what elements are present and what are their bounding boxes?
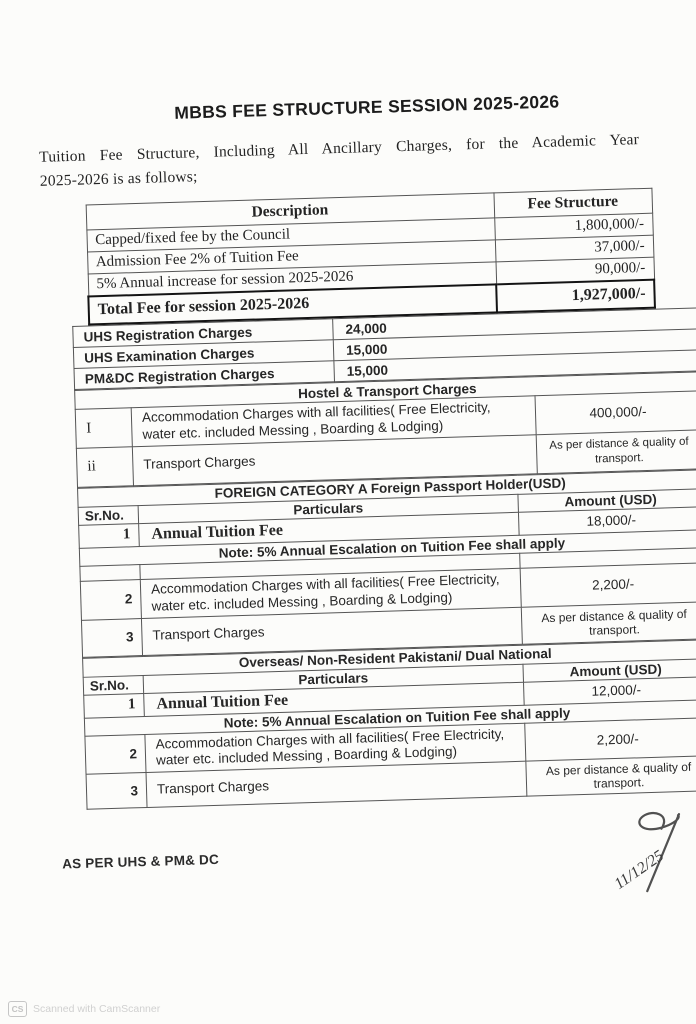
tuition-fee-label: Annual Tuition Fee	[139, 512, 520, 546]
row-number: 3	[81, 618, 142, 657]
overseas-table	[82, 639, 696, 810]
particulars-column-header: Particulars	[143, 664, 523, 693]
sr-no-column-header: Sr.No.	[78, 505, 139, 525]
amount-usd-column-header: Amount (USD)	[523, 658, 696, 681]
row-number: I	[75, 408, 132, 448]
tuition-fee-amount: 12,000/-	[523, 676, 696, 704]
signature-date: 11/12/25	[611, 847, 668, 893]
description-column-header: Description	[86, 193, 495, 230]
total-fee-amount: 1,927,000/-	[496, 280, 655, 313]
footer-note: AS PER UHS & PM& DC	[61, 852, 220, 872]
hostel-description: Accommodation Charges with all facilities( Free Electricity, water etc. included Messing , Boarding & Lodging)	[131, 396, 536, 447]
hostel-transport-section-title: Hostel & Transport Charges	[75, 372, 696, 410]
sr-no-column-header: Sr.No.	[83, 675, 144, 695]
accommodation-amount: 2,200/-	[520, 563, 696, 607]
foreign-category-table	[77, 469, 696, 657]
tuition-fee-amount: 18,000/-	[518, 507, 696, 535]
document-sheet	[38, 88, 696, 893]
fee-amount: 1,800,000/-	[494, 213, 653, 240]
charge-description: PM&DC Registration Charges	[74, 361, 335, 390]
intro-paragraph	[39, 128, 640, 194]
hostel-transport-table	[74, 371, 696, 487]
charge-description: UHS Registration Charges	[73, 319, 334, 348]
transport-description: Transport Charges	[146, 761, 527, 807]
accommodation-description: Accommodation Charges with all facilities( Free Electricity, water etc. included Messing , Boarding & Lodging)	[140, 568, 521, 618]
fee-description: Capped/fixed fee by the Council	[86, 218, 494, 252]
escalation-note: Note: 5% Annual Escalation on Tuition Fee shall apply	[84, 699, 696, 736]
fee-description: Admission Fee 2% of Tuition Fee	[87, 240, 495, 274]
hostel-amount: As per distance & quality of transport.	[536, 430, 696, 474]
accommodation-amount: 2,200/-	[525, 717, 696, 761]
foreign-category-section-title: FOREIGN CATEGORY A Foreign Passport Holder(USD)	[78, 470, 696, 508]
amount-usd-column-header: Amount (USD)	[518, 489, 696, 512]
particulars-column-header: Particulars	[138, 494, 518, 523]
fee-amount: 90,000/-	[496, 257, 655, 284]
row-number: ii	[76, 447, 133, 488]
fee-description: 5% Annual increase for session 2025-2026	[88, 262, 496, 297]
row-number: 1	[79, 523, 140, 548]
charge-description: UHS Examination Charges	[73, 340, 334, 369]
intro-line-2: 2025-2026 is as follows;	[39, 168, 198, 190]
hostel-amount: 400,000/-	[535, 391, 696, 435]
accommodation-description: Accommodation Charges with all facilities( Free Electricity, water etc. included Messing , Boarding & Lodging)	[145, 723, 526, 773]
transport-description: Transport Charges	[141, 607, 522, 655]
charge-amount: 15,000	[333, 329, 696, 361]
fee-structure-column-header: Fee Structure	[493, 188, 652, 218]
row-number: 2	[85, 734, 146, 775]
overseas-section-title: Overseas/ Non-Resident Pakistani/ Dual National	[83, 639, 696, 677]
tuition-fee-label: Annual Tuition Fee	[144, 682, 525, 716]
camscanner-icon: CS	[8, 1001, 27, 1017]
row-number: 1	[84, 693, 145, 718]
row-number: 3	[86, 773, 147, 810]
transport-amount: As per distance & quality of transport.	[526, 756, 696, 796]
fee-structure-table	[85, 188, 656, 326]
escalation-note: Note: 5% Annual Escalation on Tuition Fee shall apply	[79, 530, 696, 567]
total-fee-label: Total Fee for session 2025-2026	[88, 284, 497, 324]
watermark-text: Scanned with CamScanner	[33, 1003, 161, 1015]
signature	[599, 805, 696, 901]
page-title: MBBS FEE STRUCTURE SESSION 2025-2026	[174, 91, 560, 123]
charge-amount: 15,000	[334, 350, 696, 382]
hostel-description: Transport Charges	[132, 435, 537, 486]
row-number: 2	[80, 579, 141, 620]
transport-amount: As per distance & quality of transport.	[521, 601, 696, 643]
fee-amount: 37,000/-	[495, 235, 654, 262]
intro-line-1: Tuition Fee Structure, Including All Ancillary Charges, for the Academic Year	[38, 131, 640, 166]
camscanner-watermark	[8, 1001, 160, 1017]
charge-amount: 24,000	[333, 308, 696, 340]
